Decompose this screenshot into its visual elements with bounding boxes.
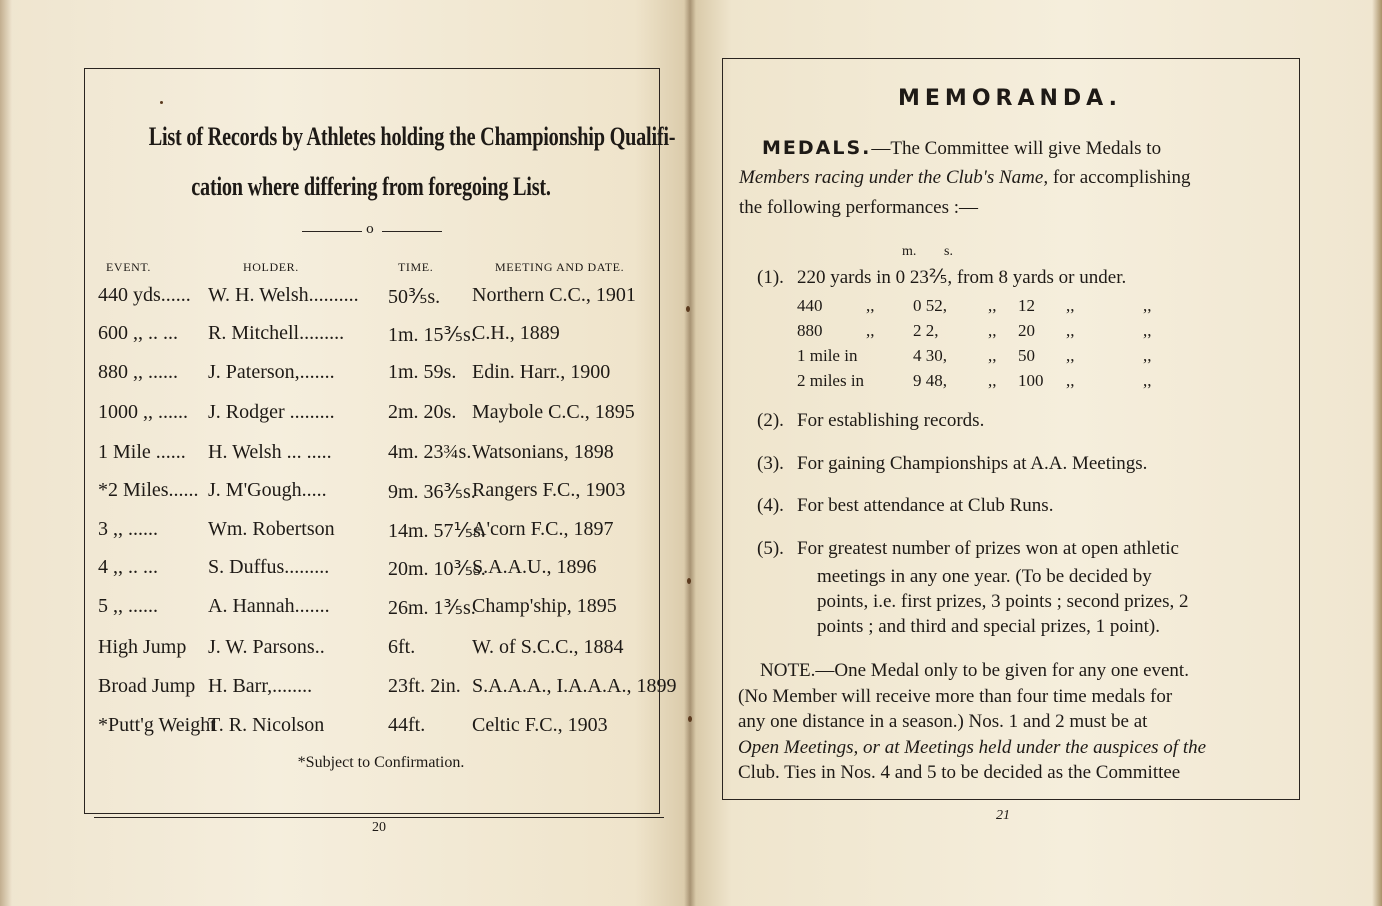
record-event: 440 yds......: [98, 284, 191, 306]
divider-rule-right: [382, 231, 442, 232]
record-row: [98, 595, 664, 625]
perf-header-seconds: s.: [944, 244, 953, 259]
medal-item-2: [757, 410, 984, 432]
record-meeting: C.H., 1889: [472, 322, 560, 344]
item-number: (2).: [757, 410, 784, 431]
record-holder: Wm. Robertson: [208, 518, 335, 540]
record-holder: H. Welsh ... .....: [208, 441, 332, 463]
record-time: 1m. 59s.: [388, 361, 457, 383]
record-row: [98, 714, 664, 744]
record-row: [98, 322, 664, 352]
note-line-4: Open Meetings, or at Meetings held under the auspices of the: [738, 737, 1207, 758]
item-number: (3).: [757, 453, 784, 474]
medals-heading: MEDALS.: [762, 137, 872, 159]
record-meeting: Champ'ship, 1895: [472, 595, 617, 617]
record-holder: H. Barr,........: [208, 675, 313, 697]
record-event: 880 ,, ......: [98, 361, 178, 383]
record-holder: W. H. Welsh..........: [208, 284, 359, 306]
performance-dist: 2 miles in: [797, 371, 865, 390]
title-line-1: List of Records by Athletes holding the Championship Qualifi-: [148, 122, 676, 151]
record-event: 600 ,, .. ...: [98, 322, 178, 344]
performance-h-ditto: ,,: [988, 346, 997, 365]
record-event: 3 ,, ......: [98, 518, 158, 540]
record-time: 2m. 20s.: [388, 401, 457, 423]
record-row: [98, 361, 664, 391]
performance-h-ditto: ,,: [988, 371, 997, 390]
column-header-meeting: MEETING AND DATE.: [495, 260, 625, 274]
footnote: *Subject to Confirmation.: [297, 754, 465, 771]
performance-h: 100: [1018, 371, 1044, 390]
ink-speck: [160, 101, 163, 104]
record-time: 23ft. 2in.: [388, 675, 461, 697]
ink-speck: [686, 306, 690, 312]
performance-time: 0 52,: [913, 296, 947, 315]
performance-time: 9 48,: [913, 371, 947, 390]
ink-speck: [687, 578, 691, 584]
record-meeting: W. of S.C.C., 1884: [472, 636, 624, 658]
note-line-3: any one distance in a season.) Nos. 1 and 2 must be at: [738, 711, 1148, 732]
record-meeting: Edin. Harr., 1900: [472, 361, 611, 383]
record-meeting: A'corn F.C., 1897: [472, 518, 614, 540]
record-holder: J. M'Gough.....: [208, 479, 327, 501]
record-row: [98, 518, 664, 548]
medal-item-3: [757, 453, 1147, 475]
record-time: 14m. 57⅕s.: [388, 520, 486, 542]
page-number-right: 21: [996, 808, 1010, 823]
record-event: *2 Miles......: [98, 479, 199, 501]
performance-d2: ,,: [1066, 346, 1075, 365]
record-event: *Putt'g Weight: [98, 714, 216, 736]
record-time: 20m. 10⅗s.: [388, 558, 486, 580]
record-event: 5 ,, ......: [98, 595, 158, 617]
page-number-left: 20: [372, 820, 386, 835]
record-time: 1m. 15⅗s.: [388, 324, 476, 346]
perf-header-minutes: m.: [902, 244, 917, 259]
record-meeting: Rangers F.C., 1903: [472, 479, 626, 501]
performance-d3: ,,: [1143, 296, 1152, 315]
record-row: [98, 675, 677, 705]
item-5-line-3: points, i.e. first prizes, 3 points ; second prizes, 2: [817, 591, 1189, 612]
performance-ditto: ,,: [866, 321, 875, 340]
title-divider: [302, 224, 442, 238]
record-time: 6ft.: [388, 636, 416, 658]
medal-item-4: [757, 495, 1053, 517]
intro-line-2-rest: for accomplishing: [1048, 167, 1191, 188]
performance-ditto: ,,: [866, 296, 875, 315]
record-holder: T. R. Nicolson: [208, 714, 325, 736]
title-line-2: cation where differing from foregoing List.: [191, 172, 551, 201]
record-meeting: Celtic F.C., 1903: [472, 714, 608, 736]
item-text: For best attendance at Club Runs.: [797, 495, 1054, 516]
performance-d3: ,,: [1143, 346, 1152, 365]
divider-rule-left: [302, 231, 362, 232]
medal-item-5: [757, 538, 1179, 560]
performance-d3: ,,: [1143, 371, 1152, 390]
record-holder: S. Duffus.........: [208, 556, 330, 578]
left-page-bottom-rule: [94, 817, 664, 818]
record-meeting: Maybole C.C., 1895: [472, 401, 635, 423]
medal-item-1: [757, 266, 1126, 289]
performance-d2: ,,: [1066, 371, 1075, 390]
ink-speck: [688, 716, 692, 722]
note-line-5: Club. Ties in Nos. 4 and 5 to be decided as the Committee: [738, 762, 1181, 783]
item-number: (4).: [757, 495, 784, 516]
right-edge-shadow: [1372, 0, 1382, 906]
record-holder: A. Hannah.......: [208, 595, 330, 617]
medals-intro-line-1: [762, 133, 1161, 164]
record-time: 4m. 23¾s.: [388, 441, 472, 463]
item-text: 220 yards in 0 23⅖, from 8 yards or under.: [797, 267, 1127, 288]
performance-h: 12: [1018, 296, 1035, 315]
medals-intro-line-2: [739, 163, 1191, 193]
record-time: 26m. 1⅗s.: [388, 597, 476, 619]
record-event: High Jump: [98, 636, 187, 658]
item-5-line-1: For greatest number of prizes won at open athletic: [797, 538, 1179, 559]
record-event: 1 Mile ......: [98, 441, 186, 463]
record-meeting: Northern C.C., 1901: [472, 284, 636, 306]
record-row: [98, 556, 664, 586]
column-header-holder: HOLDER.: [243, 260, 299, 274]
item-number: (1).: [757, 267, 784, 288]
book-gutter: [684, 0, 696, 906]
performance-h-ditto: ,,: [988, 296, 997, 315]
performance-h-ditto: ,,: [988, 321, 997, 340]
performance-dist: 440: [797, 296, 823, 315]
record-row: [98, 401, 664, 431]
item-5-line-4: points ; and third and special prizes, 1 point).: [817, 616, 1160, 637]
record-row: [98, 479, 664, 509]
record-meeting: Watsonians, 1898: [472, 441, 614, 463]
record-time: 9m. 36⅗s.: [388, 481, 476, 503]
item-text: For gaining Championships at A.A. Meetings.: [797, 453, 1148, 474]
performance-dist: 880: [797, 321, 823, 340]
record-event: 1000 ,, ......: [98, 401, 188, 423]
record-meeting: S.A.A.A., I.A.A.A., 1899: [472, 675, 677, 697]
performance-time: 4 30,: [913, 346, 947, 365]
record-row: [98, 636, 664, 666]
record-holder: J. Rodger .........: [208, 401, 335, 423]
record-meeting: S.A.A.U., 1896: [472, 556, 597, 578]
performance-d2: ,,: [1066, 296, 1075, 315]
record-event: Broad Jump: [98, 675, 196, 697]
medals-intro-line-3: the following performances :—: [739, 197, 979, 218]
item-number: (5).: [757, 538, 784, 559]
record-holder: J. Paterson,.......: [208, 361, 335, 383]
note-line-1: NOTE.—One Medal only to be given for any one event.: [760, 660, 1189, 681]
performance-h: 50: [1018, 346, 1035, 365]
record-time: 50⅗s.: [388, 286, 441, 308]
performance-h: 20: [1018, 321, 1035, 340]
performance-d3: ,,: [1143, 321, 1152, 340]
record-holder: R. Mitchell.........: [208, 322, 345, 344]
item-text: For establishing records.: [797, 410, 985, 431]
club-name-italic: Members racing under the Club's Name,: [739, 167, 1049, 188]
medals-intro-text: —The Committee will give Medals to: [871, 138, 1162, 159]
performance-time: 2 2,: [913, 321, 939, 340]
item-5-line-2: meetings in any one year. (To be decided by: [817, 566, 1152, 587]
record-row: [98, 284, 664, 314]
performance-d2: ,,: [1066, 321, 1075, 340]
note-line-2: (No Member will receive more than four time medals for: [738, 686, 1173, 707]
left-edge-shadow: [0, 0, 12, 906]
divider-ornament: o: [366, 222, 374, 237]
record-event: 4 ,, .. ...: [98, 556, 158, 578]
record-time: 44ft.: [388, 714, 426, 736]
column-header-time: TIME.: [398, 260, 434, 274]
record-row: [98, 441, 664, 471]
memoranda-heading: MEMORANDA.: [898, 86, 1122, 111]
record-holder: J. W. Parsons..: [208, 636, 325, 658]
column-header-event: EVENT.: [106, 260, 152, 274]
performance-dist: 1 mile in: [797, 346, 858, 365]
records-title: [148, 112, 676, 212]
